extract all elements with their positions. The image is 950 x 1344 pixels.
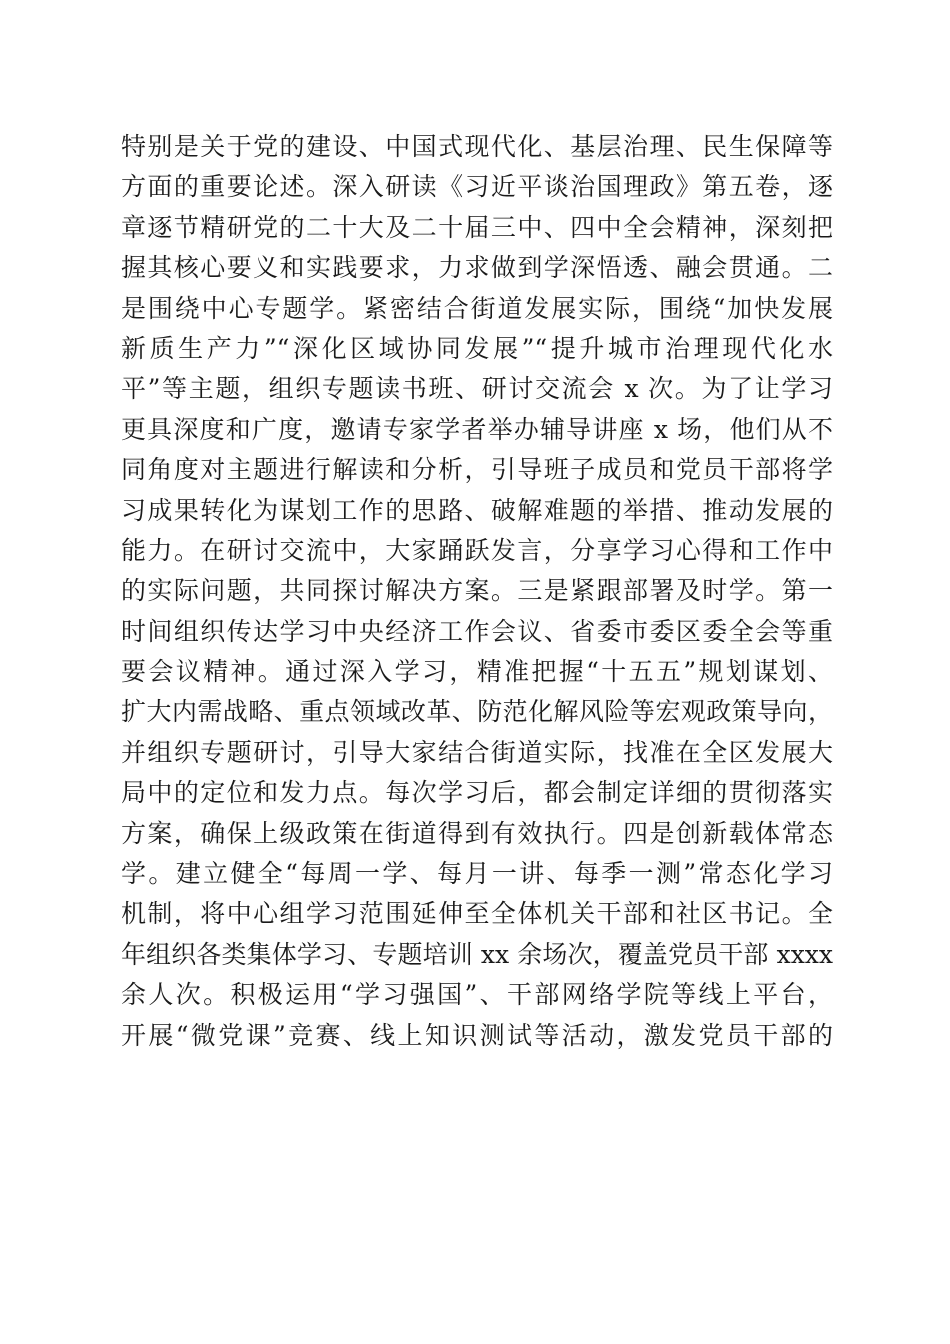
- text-line: 特别是关于党的建设、中国式现代化、基层治理、民生保障等: [121, 132, 833, 161]
- text-line: 章逐节精研党的二十大及二十届三中、四中全会精神，深刻把: [121, 212, 833, 242]
- text-line: 扩大内需战略、重点领域改革、防范化解风险等宏观政策导向，: [121, 697, 833, 727]
- text-line: 余人次。积极运用“学习强国”、干部网络学院等线上平台，: [121, 980, 833, 1010]
- text-line: 是围绕中心专题学。紧密结合街道发展实际，围绕“加快发展: [121, 293, 833, 323]
- text-line: 要会议精神。通过深入学习，精准把握“十五五”规划谋划、: [121, 657, 833, 687]
- text-line: 习成果转化为谋划工作的思路、破解难题的举措、推动发展的: [121, 495, 833, 525]
- text-line: 开展“微党课”竞赛、线上知识测试等活动，激发党员干部的: [121, 1020, 833, 1050]
- text-line: 机制，将中心组学习范围延伸至全体机关干部和社区书记。全: [121, 899, 833, 929]
- text-line: 的实际问题，共同探讨解决方案。三是紧跟部署及时学。第一: [121, 576, 833, 606]
- body-paragraph: [121, 127, 833, 1056]
- text-line: 方面的重要论述。深入研读《习近平谈治国理政》第五卷，逐: [121, 172, 833, 202]
- text-line: 同角度对主题进行解读和分析，引导班子成员和党员干部将学: [121, 455, 833, 485]
- text-line: 学。建立健全“每周一学、每月一讲、每季一测”常态化学习: [121, 859, 833, 889]
- text-line: 方案，确保上级政策在街道得到有效执行。四是创新载体常态: [121, 818, 833, 848]
- text-line: 并组织专题研讨，引导大家结合街道实际，找准在全区发展大: [121, 737, 833, 767]
- text-line: 新质生产力”“深化区域协同发展”“提升城市治理现代化水: [121, 333, 833, 363]
- text-line: 时间组织传达学习中央经济工作会议、省委市委区委全会等重: [121, 616, 833, 646]
- text-line: 平”等主题，组织专题读书班、研讨交流会 x 次。为了让学习: [121, 374, 833, 404]
- text-line: 局中的定位和发力点。每次学习后，都会制定详细的贯彻落实: [121, 778, 833, 808]
- text-line: 能力。在研讨交流中，大家踊跃发言，分享学习心得和工作中: [121, 535, 833, 565]
- text-line: 握其核心要义和实践要求，力求做到学深悟透、融会贯通。二: [121, 253, 833, 283]
- text-line: 年组织各类集体学习、专题培训 xx 余场次，覆盖党员干部 xxxx: [121, 939, 833, 969]
- text-line: 更具深度和广度，邀请专家学者举办辅导讲座 x 场，他们从不: [121, 414, 833, 444]
